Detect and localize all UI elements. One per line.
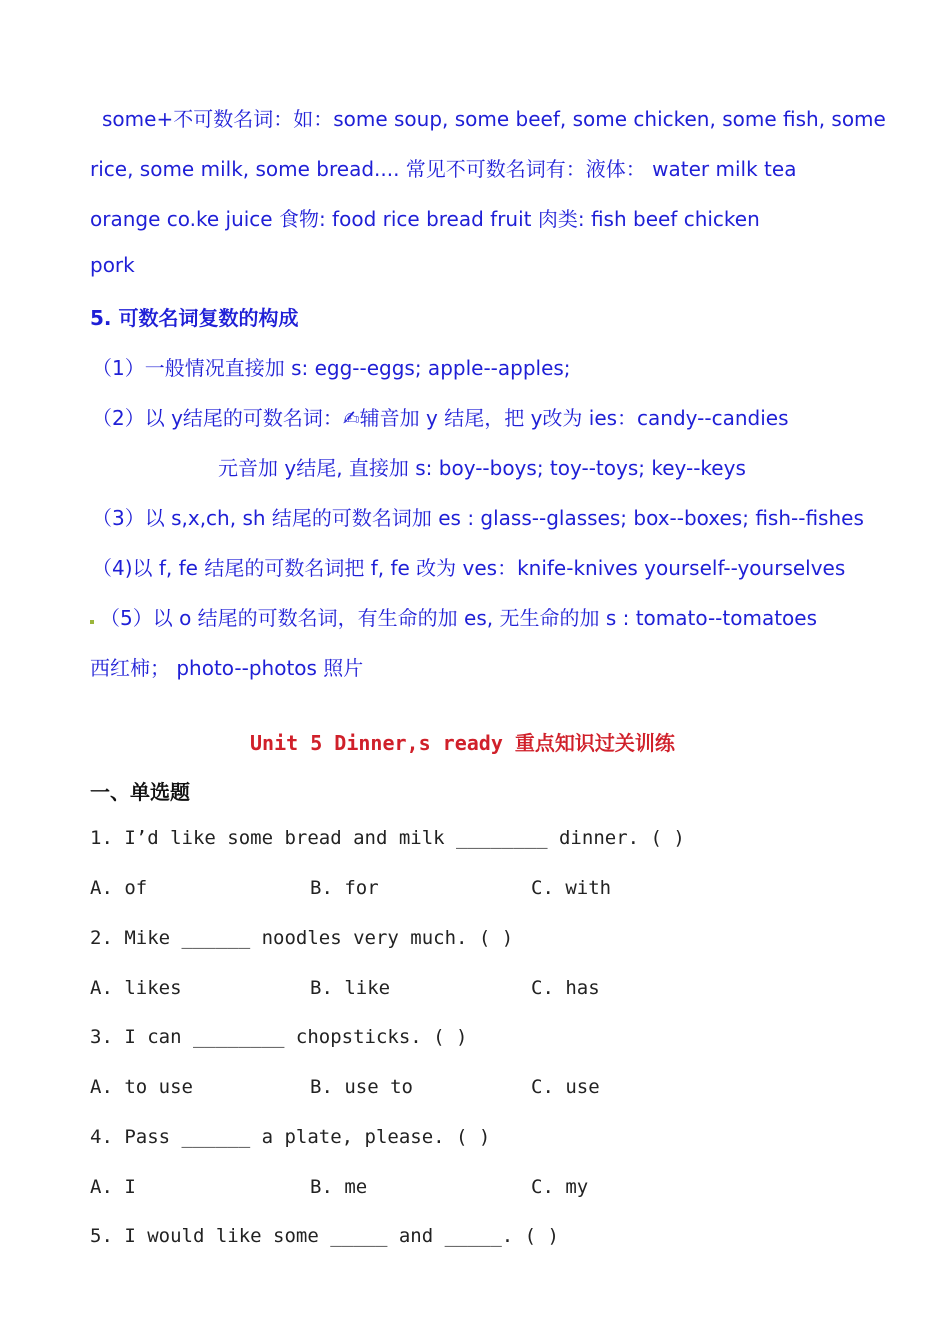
rule-2b: 元音加 y结尾, 直接加 s: boy--boys; toy--toys; key--keys xyxy=(218,456,746,480)
q4-option-a: A. I xyxy=(90,1176,136,1198)
question-5: 5. I would like some _____ and _____. ( ) xyxy=(90,1225,559,1247)
rule-5: （5）以 o 结尾的可数名词，有生命的加 es, 无生命的加 s : tomato--tomatoes xyxy=(100,606,818,630)
note-line-3: orange co.ke juice 食物: food rice bread fruit 肉类: fish beef chicken xyxy=(90,207,760,231)
unit-title: Unit 5 Dinner,s ready 重点知识过关训练 xyxy=(250,731,675,755)
q4-option-c: C. my xyxy=(531,1176,589,1198)
note-line-2: rice, some milk, some bread.... 常见不可数名词有：液体： water milk tea xyxy=(90,157,797,181)
q1-option-c: C. with xyxy=(531,877,612,899)
rule-5b: 西红柿； photo--photos 照片 xyxy=(90,656,364,680)
q3-option-c: C. use xyxy=(531,1076,600,1098)
section-5-heading: 5. 可数名词复数的构成 xyxy=(90,306,299,330)
q4-option-b: B. me xyxy=(310,1176,368,1198)
question-2: 2. Mike ______ noodles very much. ( ) xyxy=(90,927,514,949)
note-line-1: some+不可数名词：如：some soup, some beef, some chicken, some fish, some xyxy=(102,107,886,131)
question-1: 1. I’d like some bread and milk ________ dinner. ( ) xyxy=(90,827,685,849)
part-heading: 一、单选题 xyxy=(90,780,190,804)
note-line-4: pork xyxy=(90,253,135,277)
q1-option-a: A. of xyxy=(90,877,148,899)
rule-3: （3）以 s,x,ch, sh 结尾的可数名词加 es : glass--glasses; box--boxes; fish--fishes xyxy=(92,506,864,530)
q3-option-a: A. to use xyxy=(90,1076,193,1098)
rule-2: （2）以 y结尾的可数名词：✍辅音加 y 结尾，把 y改为 ies：candy--candies xyxy=(92,406,789,430)
q3-option-b: B. use to xyxy=(310,1076,413,1098)
question-4: 4. Pass ______ a plate, please. ( ) xyxy=(90,1126,491,1148)
rule-1: （1）一般情况直接加 s: egg--eggs; apple--apples; xyxy=(92,356,571,380)
q1-option-b: B. for xyxy=(310,877,379,899)
q2-option-a: A. likes xyxy=(90,977,182,999)
q2-option-b: B. like xyxy=(310,977,391,999)
question-3: 3. I can ________ chopsticks. ( ) xyxy=(90,1026,468,1048)
bullet-dot xyxy=(90,620,94,624)
q2-option-c: C. has xyxy=(531,977,600,999)
rule-4: （4)以 f, fe 结尾的可数名词把 f, fe 改为 ves：knife-knives yourself--yourselves xyxy=(92,556,846,580)
